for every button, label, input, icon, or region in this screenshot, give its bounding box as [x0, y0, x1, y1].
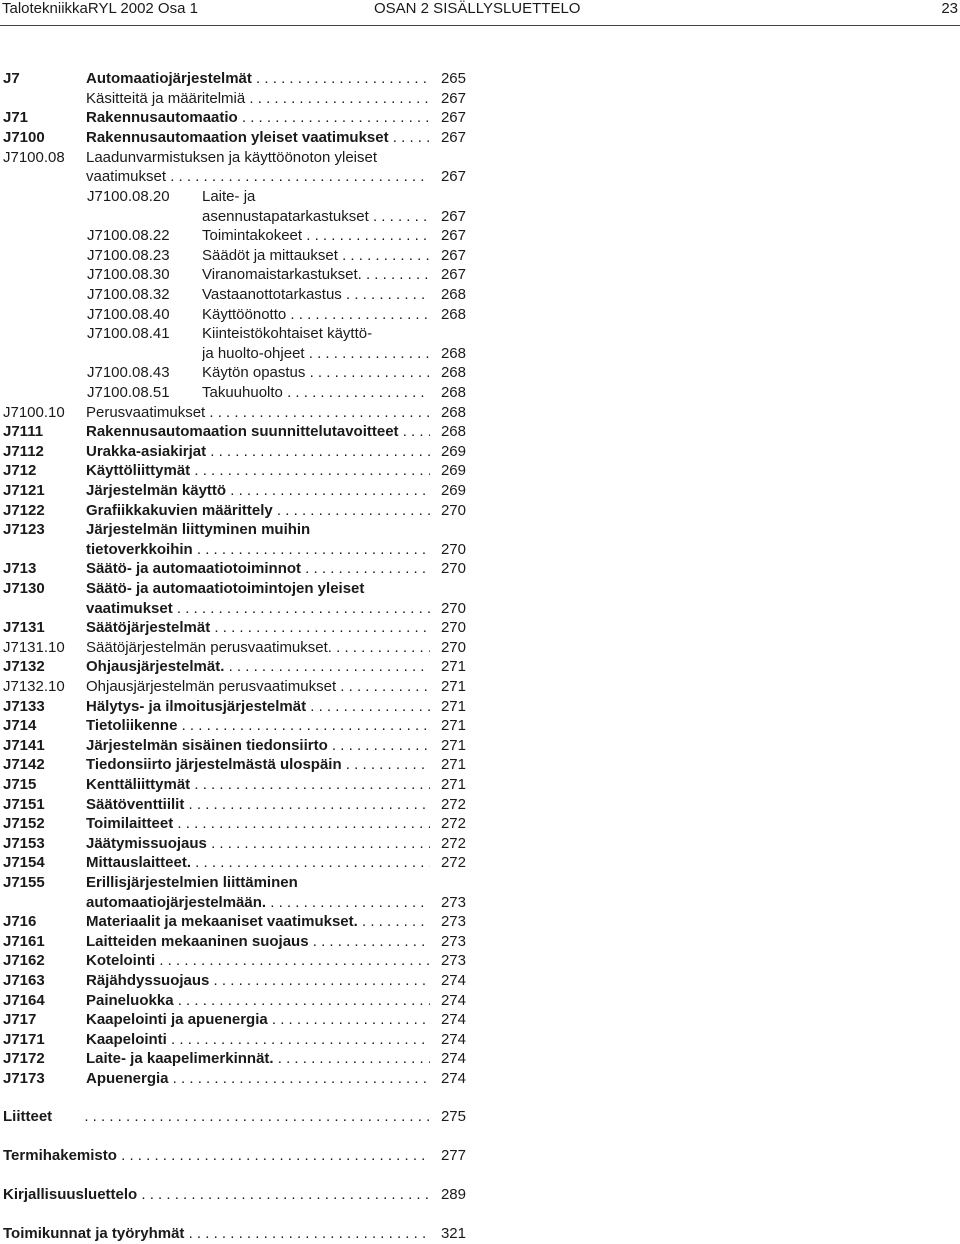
toc-entry-title: Käytön opastus . . .: [202, 363, 430, 383]
toc-entry[interactable]: [0, 775, 960, 795]
toc-entry-page: 274: [440, 1050, 466, 1067]
toc-entry-code: J7164: [3, 992, 45, 1009]
toc-entry-code: J712: [3, 462, 37, 479]
header-page-number: 23: [941, 0, 958, 17]
toc-entry[interactable]: [0, 912, 960, 932]
toc-entry-title: Säädöt ja mittaukset . . .: [202, 246, 430, 266]
toc-entry-code: J7100.10: [3, 404, 65, 421]
toc-entry-page: 267: [440, 168, 466, 185]
toc-entry[interactable]: [0, 285, 960, 305]
toc-entry-title: Apuenergia . . .: [86, 1069, 430, 1089]
toc-entry-title: asennustapatarkastukset . . .: [202, 207, 430, 227]
toc-entry-page: 270: [440, 560, 466, 577]
toc-entry-code: J713: [3, 560, 37, 577]
toc-entry-code: J7155: [3, 874, 45, 891]
toc-entry-title: Rakennusautomaation yleiset vaatimukset . . .: [86, 128, 430, 148]
toc-entry-code: J7142: [3, 756, 45, 773]
header-document-title: TalotekniikkaRYL 2002 Osa 1: [2, 0, 198, 17]
toc-entry-page: 268: [440, 423, 466, 440]
toc-entry-title: Rakennusautomaation suunnittelutavoitteet . . .: [86, 422, 430, 442]
toc-entry-title: Kaapelointi ja apuenergia . . .: [86, 1010, 430, 1030]
toc-entry-code: J7172: [3, 1050, 45, 1067]
toc-entry-page: 267: [440, 208, 466, 225]
toc-entry-title: Vastaanottotarkastus . . .: [202, 285, 430, 305]
toc-entry-code: J7132.10: [3, 678, 65, 695]
toc-entry[interactable]: [0, 226, 960, 246]
toc-entry-page: 268: [440, 364, 466, 381]
toc-entry-page: 274: [440, 1070, 466, 1087]
toc-entry-code: J7100.08.20: [87, 188, 170, 205]
toc-entry[interactable]: [0, 834, 960, 854]
toc-entry-title: Mittauslaitteet. . . .: [86, 853, 430, 873]
toc-entry-title: Säätö- ja automaatiotoimintojen yleiset: [86, 580, 365, 597]
toc-entry-code: J7112: [3, 443, 44, 460]
toc-entry[interactable]: [0, 1030, 960, 1050]
toc-entry-code: J714: [3, 717, 37, 734]
toc-entry-code: J7100.08: [3, 149, 65, 166]
toc-entry[interactable]: [0, 736, 960, 756]
toc-entry-title: Järjestelmän liittyminen muihin: [86, 521, 311, 538]
toc-entry-page: 274: [440, 1011, 466, 1028]
toc-entry-title: Kaapelointi . . .: [86, 1030, 430, 1050]
toc-entry[interactable]: [0, 265, 960, 285]
toc-entry-page: 270: [440, 541, 466, 558]
toc-entry-page: 271: [440, 678, 466, 695]
toc-entry-title: Jäätymissuojaus . . .: [86, 834, 430, 854]
toc-entry[interactable]: [0, 579, 960, 599]
toc-entry-page: 271: [440, 658, 466, 675]
toc-entry-page: 271: [440, 717, 466, 734]
toc-entry-title: Ohjausjärjestelmät. . . .: [86, 657, 430, 677]
toc-entry-title: Ohjausjärjestelmän perusvaatimukset . . .: [86, 677, 430, 697]
toc-entry-page: 274: [440, 992, 466, 1009]
toc-entry-code: J7132: [3, 658, 45, 675]
toc-entry-title: Laite- ja: [202, 188, 256, 205]
appendix-entry[interactable]: [0, 1107, 960, 1127]
toc-entry[interactable]: [0, 677, 960, 697]
toc-entry[interactable]: [0, 795, 960, 815]
toc-entry[interactable]: [0, 442, 960, 462]
toc-entry[interactable]: [0, 305, 960, 325]
toc-entry-title: Kenttäliittymät . . .: [86, 775, 430, 795]
toc-entry-code: J7152: [3, 815, 45, 832]
toc-entry-title: ja huolto-ohjeet . . .: [202, 344, 430, 364]
toc-entry-code: J7130: [3, 580, 45, 597]
appendix-entry-page: 321: [440, 1225, 466, 1242]
toc-entry-title: tietoverkkoihin . . .: [86, 540, 430, 560]
toc-entry-title: Urakka-asiakirjat . . .: [86, 442, 430, 462]
appendix-entry[interactable]: [0, 1224, 960, 1244]
toc-entry[interactable]: [0, 991, 960, 1011]
toc-entry[interactable]: [0, 853, 960, 873]
toc-entry-page: 267: [440, 266, 466, 283]
toc-entry[interactable]: [0, 89, 960, 109]
page-header: [0, 0, 960, 22]
toc-entry-page: 273: [440, 913, 466, 930]
toc-entry-code: J7163: [3, 972, 45, 989]
toc-entry-code: J7123: [3, 521, 45, 538]
toc-entry-code: J7100.08.43: [87, 364, 170, 381]
toc-entry-title: Käyttöönotto . . .: [202, 305, 430, 325]
toc-entry-title: Laite- ja kaapelimerkinnät. . . .: [86, 1049, 430, 1069]
toc-entry-title: Automaatiojärjestelmät . . .: [86, 69, 430, 89]
toc-entry-page: 271: [440, 776, 466, 793]
toc-entry-page: 273: [440, 952, 466, 969]
toc-entry[interactable]: [0, 167, 960, 187]
toc-entry-title: Laitteiden mekaaninen suojaus . . .: [86, 932, 430, 952]
toc-entry[interactable]: [0, 363, 960, 383]
header-section-title: OSAN 2 SISÄLLYSLUETTELO: [374, 0, 581, 17]
toc-entry-page: 267: [440, 90, 466, 107]
toc-entry[interactable]: [0, 814, 960, 834]
toc-entry-code: J7162: [3, 952, 45, 969]
toc-entry-page: 270: [440, 600, 466, 617]
toc-entry-code: J7100.08.41: [87, 325, 170, 342]
toc-entry[interactable]: [0, 148, 960, 168]
appendix-entry-title: Kirjallisuusluettelo . . .: [3, 1185, 430, 1205]
toc-entry-code: J7141: [3, 737, 45, 754]
toc-entry-page: 267: [440, 247, 466, 264]
toc-entry-code: J7100.08.51: [87, 384, 170, 401]
toc-entry-page: 269: [440, 462, 466, 479]
toc-entry-code: J7173: [3, 1070, 45, 1087]
toc-entry-title: Säätö- ja automaatiotoiminnot . . .: [86, 559, 430, 579]
toc-entry-code: J7133: [3, 698, 45, 715]
toc-entry[interactable]: [0, 403, 960, 423]
toc-entry-code: J7161: [3, 933, 45, 950]
toc-entry-page: 265: [440, 70, 466, 87]
toc-entry[interactable]: [0, 520, 960, 540]
toc-entry-page: 268: [440, 345, 466, 362]
toc-entry-page: 268: [440, 306, 466, 323]
toc-entry[interactable]: [0, 108, 960, 128]
toc-entry-code: J7100.08.40: [87, 306, 170, 323]
appendix-entry[interactable]: [0, 1146, 960, 1166]
appendix-entry-title: Termihakemisto . . .: [3, 1146, 430, 1166]
toc-entry-title: Materiaalit ja mekaaniset vaatimukset. . . .: [86, 912, 430, 932]
toc-entry-page: 269: [440, 443, 466, 460]
toc-entry-title: Hälytys- ja ilmoitusjärjestelmät . . .: [86, 697, 430, 717]
toc-entry-title: Käsitteitä ja määritelmiä . . .: [86, 89, 430, 109]
toc-entry-code: J716: [3, 913, 37, 930]
toc-entry[interactable]: [0, 951, 960, 971]
toc-entry[interactable]: [0, 638, 960, 658]
toc-entry-title: Takuuhuolto . . .: [202, 383, 430, 403]
toc-entry[interactable]: [0, 1010, 960, 1030]
toc-entry-title: Perusvaatimukset . . .: [86, 403, 430, 423]
appendix-entry-title: Toimikunnat ja työryhmät . . .: [3, 1224, 430, 1244]
toc-entry-page: 272: [440, 854, 466, 871]
toc-entry-code: J7122: [3, 502, 45, 519]
toc-entry-title: Viranomaistarkastukset. . . .: [202, 265, 430, 285]
toc-entry-title: Järjestelmän käyttö . . .: [86, 481, 430, 501]
toc-entry[interactable]: [0, 207, 960, 227]
appendix-entry-page: 275: [440, 1108, 466, 1125]
toc-entry-page: 269: [440, 482, 466, 499]
toc-entry-title: vaatimukset . . .: [86, 167, 430, 187]
toc-entry-page: 268: [440, 286, 466, 303]
toc-entry-code: J715: [3, 776, 37, 793]
toc-entry-title: Toimintakokeet . . .: [202, 226, 430, 246]
appendix-entry-title: Liitteet . . .: [3, 1107, 430, 1127]
toc-entry[interactable]: [0, 755, 960, 775]
appendix-entry-page: 289: [440, 1186, 466, 1203]
toc-entry[interactable]: [0, 422, 960, 442]
toc-entry-title: Grafiikkakuvien määrittely . . .: [86, 501, 430, 521]
toc-entry-page: 272: [440, 796, 466, 813]
toc-entry[interactable]: [0, 716, 960, 736]
toc-entry-code: J7111: [3, 423, 44, 440]
toc-entry-code: J7121: [3, 482, 45, 499]
toc-entry-page: 270: [440, 639, 466, 656]
toc-entry-code: J7100.08.30: [87, 266, 170, 283]
toc-entry[interactable]: [0, 481, 960, 501]
toc-entry-code: J7131.10: [3, 639, 65, 656]
toc-entry-title: Toimilaitteet . . .: [86, 814, 430, 834]
toc-entry[interactable]: [0, 187, 960, 207]
toc-entry[interactable]: [0, 657, 960, 677]
toc-entry[interactable]: [0, 1069, 960, 1089]
toc-entry-code: J717: [3, 1011, 37, 1028]
toc-entry-title: Säätöjärjestelmän perusvaatimukset. . . .: [86, 638, 430, 658]
toc-entry-title: Erillisjärjestelmien liittäminen: [86, 874, 298, 891]
toc-entry-title: Rakennusautomaatio . . .: [86, 108, 430, 128]
toc-entry-title: Räjähdyssuojaus . . .: [86, 971, 430, 991]
toc-entry[interactable]: [0, 69, 960, 89]
toc-entry-code: J7: [3, 70, 20, 87]
toc-entry[interactable]: [0, 971, 960, 991]
toc-entry-page: 271: [440, 756, 466, 773]
toc-entry-title: Tiedonsiirto järjestelmästä ulospäin . . .: [86, 755, 430, 775]
toc-entry[interactable]: [0, 618, 960, 638]
toc-entry-title: Tietoliikenne . . .: [86, 716, 430, 736]
toc-entry-title: Laadunvarmistuksen ja käyttöönoton yleiset: [86, 149, 378, 166]
toc-entry-title: Käyttöliittymät . . .: [86, 461, 430, 481]
toc-entry-title: Säätöventtiilit . . .: [86, 795, 430, 815]
toc-entry-page: 268: [440, 404, 466, 421]
toc-entry[interactable]: [0, 893, 960, 913]
toc-entry-page: 274: [440, 972, 466, 989]
toc-entry[interactable]: [0, 383, 960, 403]
toc-entry[interactable]: [0, 697, 960, 717]
toc-entry-page: 268: [440, 384, 466, 401]
toc-entry-code: J7153: [3, 835, 45, 852]
toc-entry-title: Järjestelmän sisäinen tiedonsiirto . . .: [86, 736, 430, 756]
toc-entry[interactable]: [0, 128, 960, 148]
toc-entry-title: Paineluokka . . .: [86, 991, 430, 1011]
toc-entry-code: J7100.08.23: [87, 247, 170, 264]
toc-entry-page: 267: [440, 129, 466, 146]
toc-entry-code: J71: [3, 109, 29, 126]
toc-entry[interactable]: [0, 599, 960, 619]
toc-entry[interactable]: [0, 461, 960, 481]
toc-entry-code: J7171: [3, 1031, 45, 1048]
toc-entry[interactable]: [0, 540, 960, 560]
header-divider: [0, 25, 960, 26]
toc-entry-code: J7100.08.32: [87, 286, 170, 303]
toc-entry[interactable]: [0, 932, 960, 952]
toc-entry-page: 270: [440, 502, 466, 519]
toc-entry[interactable]: [0, 1049, 960, 1069]
toc-entry-code: J7100.08.22: [87, 227, 170, 244]
toc-entry-page: 272: [440, 835, 466, 852]
toc-entry-code: J7131: [3, 619, 45, 636]
toc-entry-page: 271: [440, 737, 466, 754]
toc-entry[interactable]: [0, 324, 960, 344]
toc-entry-page: 270: [440, 619, 466, 636]
toc-entry-page: 273: [440, 894, 466, 911]
toc-entry-title: Kotelointi . . .: [86, 951, 430, 971]
toc-entry-title: vaatimukset . . .: [86, 599, 430, 619]
toc-entry-title: Säätöjärjestelmät . . .: [86, 618, 430, 638]
toc-entry-page: 274: [440, 1031, 466, 1048]
appendix-entry[interactable]: [0, 1185, 960, 1205]
toc-entry-page: 267: [440, 227, 466, 244]
toc-entry[interactable]: [0, 344, 960, 364]
toc-entry[interactable]: [0, 559, 960, 579]
toc-entry-page: 273: [440, 933, 466, 950]
toc-entry-page: 271: [440, 698, 466, 715]
toc-entry-code: J7100: [3, 129, 45, 146]
toc-entry-page: 272: [440, 815, 466, 832]
toc-entry[interactable]: [0, 246, 960, 266]
toc-entry-title: Kiinteistökohtaiset käyttö-: [202, 325, 373, 342]
appendix-entry-page: 277: [440, 1147, 466, 1164]
toc-entry-title: automaatiojärjestelmään. . . .: [86, 893, 430, 913]
toc-entry-page: 267: [440, 109, 466, 126]
toc-entry[interactable]: [0, 501, 960, 521]
toc-entry[interactable]: [0, 873, 960, 893]
toc-entry-code: J7151: [3, 796, 45, 813]
toc-entry-code: J7154: [3, 854, 45, 871]
